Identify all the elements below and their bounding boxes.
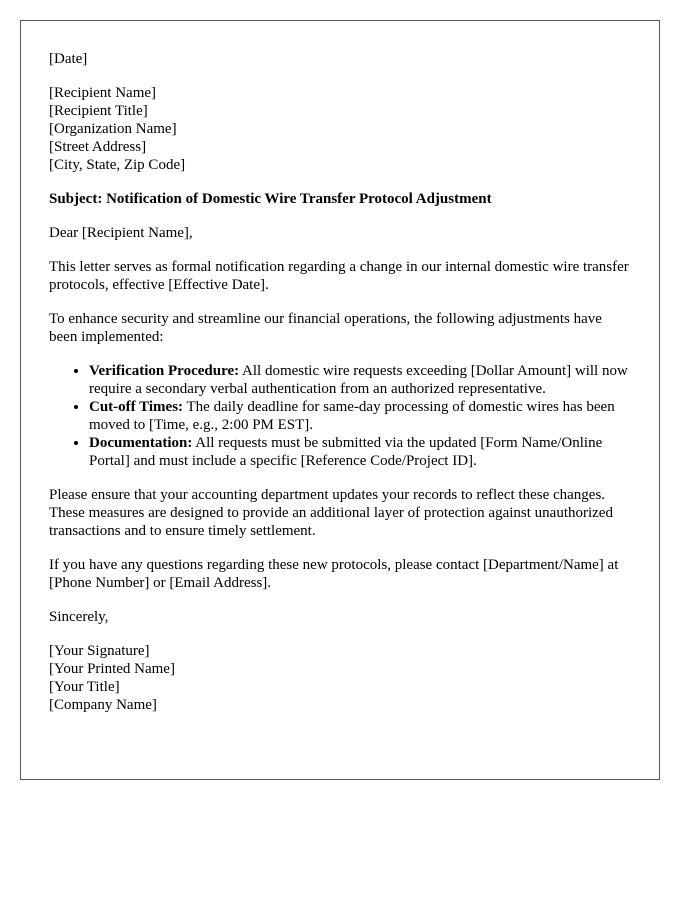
letter-subject: Subject: Notification of Domestic Wire Transfer Protocol Adjustment (49, 191, 492, 207)
sender-signature: [Your Signature] (49, 643, 150, 659)
adjustment-text: All requests must be submitted via the updated [Form Name/Online Portal] and must include a specific [Reference Code/Project ID]. (89, 435, 603, 469)
sender-title: [Your Title] (49, 679, 120, 695)
body-paragraph-adjustments-intro: To enhance security and streamline our financial operations, the following adjustments have been implemented: (49, 311, 602, 345)
letter-closing: Sincerely, (49, 609, 109, 625)
adjustment-label: Documentation: (89, 435, 193, 451)
recipient-name: [Recipient Name] (49, 85, 157, 101)
body-paragraph-contact: If you have any questions regarding these new protocols, please contact [Department/Name] at [Phone Number] or [Email Address]. (49, 557, 619, 591)
adjustment-text: All domestic wire requests exceeding [Dollar Amount] will now require a secondary verbal authentication from an authorized representative. (89, 363, 628, 397)
letter-date: [Date] (49, 51, 88, 67)
recipient-organization: [Organization Name] (49, 121, 177, 137)
adjustments-list (49, 362, 631, 470)
list-item (89, 398, 631, 434)
recipient-address-block (49, 84, 631, 174)
list-item (89, 434, 631, 470)
recipient-title: [Recipient Title] (49, 103, 148, 119)
sender-block (49, 642, 631, 714)
letter-salutation: Dear [Recipient Name], (49, 225, 193, 241)
adjustment-label: Cut-off Times: (89, 399, 184, 415)
recipient-street: [Street Address] (49, 139, 147, 155)
sender-company: [Company Name] (49, 697, 157, 713)
letter-page (20, 20, 660, 780)
adjustment-label: Verification Procedure: (89, 363, 240, 379)
recipient-city-state-zip: [City, State, Zip Code] (49, 157, 186, 173)
body-paragraph-accounting: Please ensure that your accounting department updates your records to reflect these changes. These measures are designed to provide an additional layer of protection against unauthorized transactions and to ensure timely settlement. (49, 487, 613, 539)
body-paragraph-intro: This letter serves as formal notification regarding a change in our internal domestic wire transfer protocols, effective [Effective Date]. (49, 259, 629, 293)
adjustment-text: The daily deadline for same-day processing of domestic wires has been moved to [Time, e.g., 2:00 PM EST]. (89, 399, 615, 433)
sender-printed-name: [Your Printed Name] (49, 661, 175, 677)
list-item (89, 362, 631, 398)
